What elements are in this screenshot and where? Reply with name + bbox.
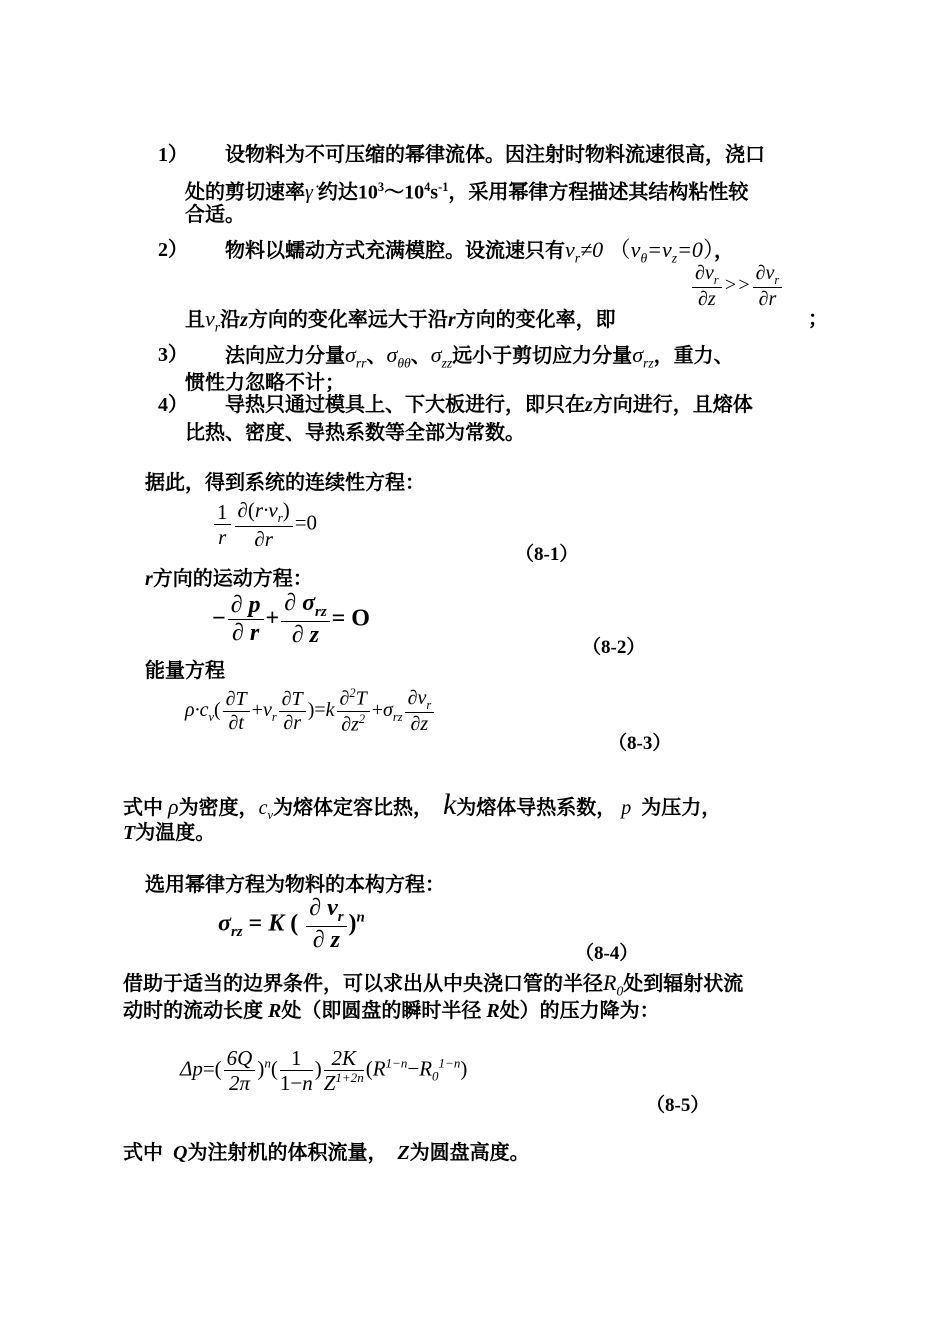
- boundary-text-line-2: 动时的流动长度 R处（即圆盘的瞬时半径 R处）的压力降为：: [123, 1000, 660, 1022]
- continuity-equation: $\frac{1}{r}$ $\frac{\partial(r\cdot v_r)}{\partial r}$ =0: [212, 498, 317, 551]
- shear-rate-condition-formula: $\frac{\partial v_r}{\partial z}$ >> $\frac{\partial v_r}{\partial r}$: [690, 262, 784, 311]
- item-2-semicolon: ；: [808, 308, 828, 330]
- energy-equation: $\rho\cdot c_v$( $\frac{\partial T}{\partial t}$ $+v_r$ $\frac{\partial T}{\partial r}$ )=k $\frac{\partial^2T}{\partial z^2}$ $+\sigma_{rz}$ $\frac{\partial v_r}{\partial z}$: [185, 686, 436, 736]
- item-2-number: 2）: [158, 239, 188, 261]
- equation-number-8-2: （8-2）: [582, 637, 646, 658]
- equation-number-8-4: （8-4）: [575, 943, 639, 964]
- motion-equation: − $\frac{\partial p}{\partial r}$ + $\frac{\partial \sigma_{rz}}{\partial z}$ = O: [212, 590, 370, 648]
- item-2-line-1: 物料以蠕动方式充满模腔。设流速只有$v_r\ne 0$ $(v_\theta=v_z=0)$，: [225, 237, 734, 266]
- constitutive-intro: 选用幂律方程为物料的本构方程：: [145, 874, 445, 896]
- equation-number-8-3: （8-3）: [608, 733, 672, 754]
- item-1-line-3: 合适。: [185, 204, 245, 226]
- item-4-number: 4）: [158, 394, 188, 416]
- symbol-legend-1-line-1: 式中 ρ为密度，$c_v$为熔体定容比热， k为熔体导热系数， p 为压力，: [123, 788, 722, 822]
- item-2-line-2: 且$v_r$沿z方向的变化率远大于沿r方向的变化率，即: [185, 306, 616, 335]
- item-1-line-2: 处的剪切速率γ̇ 约达$10^3\sim 10^4s^{-1}$，采用幂律方程描述其结构粘性较: [185, 180, 749, 204]
- pressure-drop-equation: Δp=( $\frac{6Q}{2\pi}$ )$^n$( $\frac{1}{1-n}$ ) $\frac{2K}{Z^{1+2n}}$ $(R^{1-n}-R_0^{1-n})$: [180, 1046, 468, 1096]
- item-4-line-1: 导热只通过模具上、下大板进行，即只在z方向进行，且熔体: [225, 394, 753, 416]
- symbol-legend-1-line-2: T为温度。: [123, 822, 216, 844]
- constitutive-equation: $\sigma_{rz} = K$ ( $\frac{\partial v_r}{\partial z}$ )$^n$: [218, 895, 365, 953]
- item-3-line-2: 惯性力忽略不计；: [185, 372, 345, 394]
- symbol-legend-2: 式中 Q为注射机的体积流量， Z为圆盘高度。: [123, 1142, 530, 1164]
- equation-number-8-5: （8-5）: [646, 1095, 710, 1116]
- continuity-intro: 据此，得到系统的连续性方程：: [145, 472, 425, 494]
- item-1-line-1: 设物料为不可压缩的幂律流体。因注射时物料流速很高，浇口: [225, 144, 765, 166]
- boundary-text-line-1: 借助于适当的边界条件，可以求出从中央浇口管的半径$R_0$处到辐射状流: [123, 970, 744, 999]
- item-3-line-1: 法向应力分量$\sigma_{rr}$、$\sigma_{\theta\theta}$、$\sigma_{zz}$远小于剪切应力分量$\sigma_{rz}$，重力、: [225, 342, 734, 371]
- item-4-line-2: 比热、密度、导热系数等全部为常数。: [185, 422, 525, 444]
- item-1-number: 1）: [158, 144, 188, 166]
- item-3-number: 3）: [158, 344, 188, 366]
- equation-number-8-1: （8-1）: [515, 544, 579, 565]
- energy-intro: 能量方程: [145, 660, 225, 682]
- motion-intro: r方向的运动方程：: [145, 568, 313, 590]
